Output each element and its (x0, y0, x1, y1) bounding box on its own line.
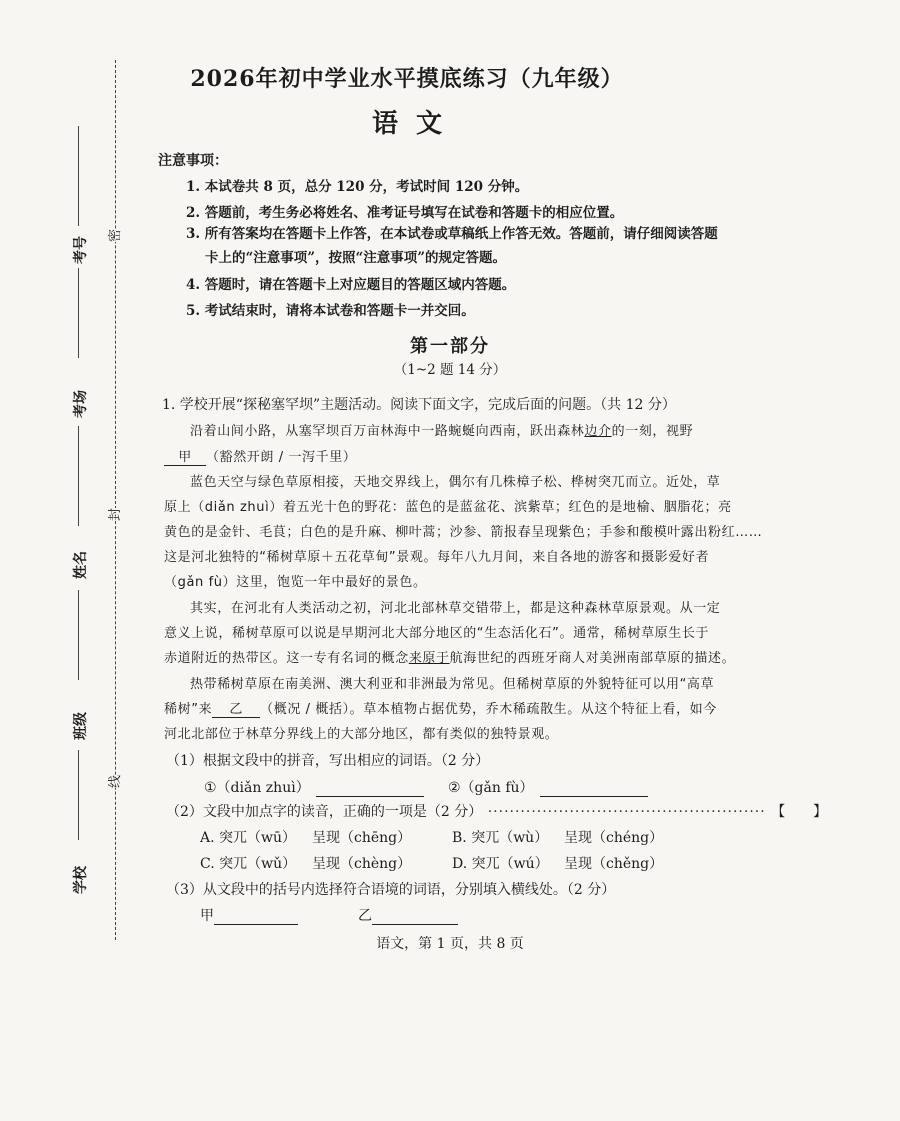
blank-jia: 甲 (164, 446, 206, 466)
binding-blank-exam-number (78, 126, 79, 226)
notice-heading: 注意事项： (158, 153, 228, 169)
binding-label-exam-room: 考场 (73, 390, 89, 418)
notice-item-3: 3. 所有答案均在答题卡上作答，在本试卷或草稿纸上作答无效。答题前，请仔细阅读答题 (186, 226, 718, 242)
binding-blank-class (78, 750, 79, 840)
sub-question-3-jia (200, 905, 298, 925)
option-d-1[interactable]: D. 突兀（wú） (452, 856, 549, 872)
passage-line-6: 这是河北独特的“稀树草原＋五花草甸”景观。每年八九月间，来自各地的游客和摄影爱好者 (164, 550, 710, 565)
passage-line-11: 热带稀树草原在南美洲、澳大利亚和非洲最为常见。但稀树草原的外貌特征可以用“高草 (190, 677, 715, 692)
passage-line-2 (164, 446, 356, 466)
sub-question-2 (166, 801, 827, 821)
binding-label-name: 姓名 (73, 551, 89, 579)
passage-line-8: 其实，在河北有人类活动之初，河北北部林草交错带上，都是这种森林草原景观。从一定 (190, 601, 721, 616)
passage-line-10-tail: 航海世纪的西班牙商人对美洲南部草原的描述。 (449, 651, 736, 666)
passage-line-3: 蓝色天空与绿色草原相接，天地交界线上，偶尔有几株樟子松、桦树突兀而立。近处，草 (190, 475, 721, 490)
part-title: 第一部分 (410, 336, 490, 357)
option-d-2: 呈现（chěng） (564, 856, 664, 872)
passage-line-5: 黄色的是金针、毛茛；白色的是升麻、柳叶蒿；沙参、箭报春呈现紫色；手参和酸模叶露出粉红…… (164, 525, 763, 540)
blank-yi: 乙 (212, 698, 260, 718)
answer-bracket[interactable]: 【 】 (771, 804, 828, 820)
answer-blank-a[interactable] (316, 780, 424, 797)
answer-blank-yi[interactable] (372, 908, 458, 925)
sub-question-1-item-a (204, 777, 424, 797)
leader-dots: ··················································· (482, 804, 772, 820)
notice-item-5: 5. 考试结束时，请将本试卷和答题卡一并交回。 (186, 303, 475, 319)
option-a-2: 呈现（chēng） (312, 830, 412, 846)
passage-line-1-text: 沿着山间小路，从塞罕坝百万亩林海中一路蜿蜒向西南，跃出森林 (190, 424, 585, 439)
option-b-1[interactable]: B. 突兀（wù） (452, 830, 549, 846)
passage-line-9: 意义上说，稀树草原可以说是早期河北大部分地区的“生态活化石”。通常，稀树草原生长于 (164, 626, 710, 641)
seal-word-mi: 密 (104, 229, 123, 242)
notice-item-3-cont: 卡上的“注意事项”，按照“注意事项”的规定答题。 (205, 250, 507, 266)
seal-word-xian: 线 (104, 775, 123, 788)
label-yi: 乙 (358, 908, 372, 924)
answer-blank-b[interactable] (540, 780, 648, 797)
binding-blank-exam-room (78, 426, 79, 526)
question-1-stem: 1. 学校开展“探秘塞罕坝”主题活动。阅读下面文字，完成后面的问题。（共 12 分） (162, 397, 676, 413)
passage-line-1 (190, 420, 693, 439)
binding-blank-name (78, 590, 79, 680)
part-subtitle: （1~2 题 14 分） (393, 362, 507, 378)
option-c-2: 呈现（chèng） (312, 856, 412, 872)
passage-line-4: 原上（diǎn zhuì）着五光十色的野花：蓝色的是蓝盆花、滨紫草；红色的是地榆、胭脂花；亮 (164, 500, 732, 515)
passage-line-7: （gǎn fù）这里，饱览一年中最好的景色。 (164, 575, 427, 590)
passage-line-12-head: 稀树”来 (164, 702, 213, 717)
notice-item-1: 1. 本试卷共 8 页，总分 120 分，考试时间 120 分钟。 (186, 179, 529, 195)
exam-title: 2026年初中学业水平摸底练习（九年级） (190, 66, 624, 92)
passage-line-2-tail: （豁然开朗 / 一泻千里） (206, 450, 357, 465)
seal-word-feng: 封 (104, 508, 123, 521)
binding-dashed-line (115, 60, 116, 940)
binding-label-class: 班级 (73, 712, 89, 740)
option-c-1[interactable]: C. 突兀（wǔ） (200, 856, 297, 872)
passage-line-1-tail: 的一刻，视野 (611, 424, 694, 439)
sub-question-3: （3）从文段中的括号内选择符合语境的词语，分别填入横线处。（2 分） (166, 882, 616, 898)
passage-error-word-1: 边介 (584, 424, 612, 439)
page-footer: 语文，第 1 页，共 8 页 (376, 936, 524, 952)
sub-question-2-prompt: （2）文段中加点字的读音，正确的一项是（2 分） (166, 804, 483, 820)
passage-line-10 (164, 647, 735, 666)
notice-item-4: 4. 答题时，请在答题卡上对应题目的答题区域内答题。 (186, 277, 516, 293)
passage-line-13: 河北北部位于林草分界线上的大部分地区，都有类似的独特景观。 (164, 727, 559, 742)
pinyin-a: ①（diǎn zhuì） (204, 780, 310, 796)
passage-line-12-tail: （概况 / 概括）。草本植物占据优势，乔木稀疏散生。从这个特征上看，如今 (260, 702, 717, 717)
binding-label-exam-number: 考号 (73, 236, 89, 264)
subject-title: 语文 (371, 109, 460, 139)
passage-error-word-2: 来原于 (408, 651, 450, 666)
sub-question-1: （1）根据文段中的拼音，写出相应的词语。（2 分） (166, 753, 490, 769)
answer-blank-jia[interactable] (214, 908, 298, 925)
label-jia: 甲 (200, 908, 214, 924)
option-a-1[interactable]: A. 突兀（wū） (200, 830, 297, 846)
passage-line-12 (164, 698, 717, 718)
notice-item-2: 2. 答题前，考生务必将姓名、准考证号填写在试卷和答题卡的相应位置。 (186, 205, 624, 221)
pinyin-b: ②（gǎn fù） (448, 780, 534, 796)
sub-question-3-yi (358, 905, 458, 925)
option-b-2: 呈现（chéng） (564, 830, 664, 846)
passage-line-10-head: 赤道附近的热带区。这一专有名词的概念 (164, 651, 409, 666)
sub-question-1-item-b (448, 777, 648, 797)
binding-label-school: 学校 (73, 866, 89, 894)
